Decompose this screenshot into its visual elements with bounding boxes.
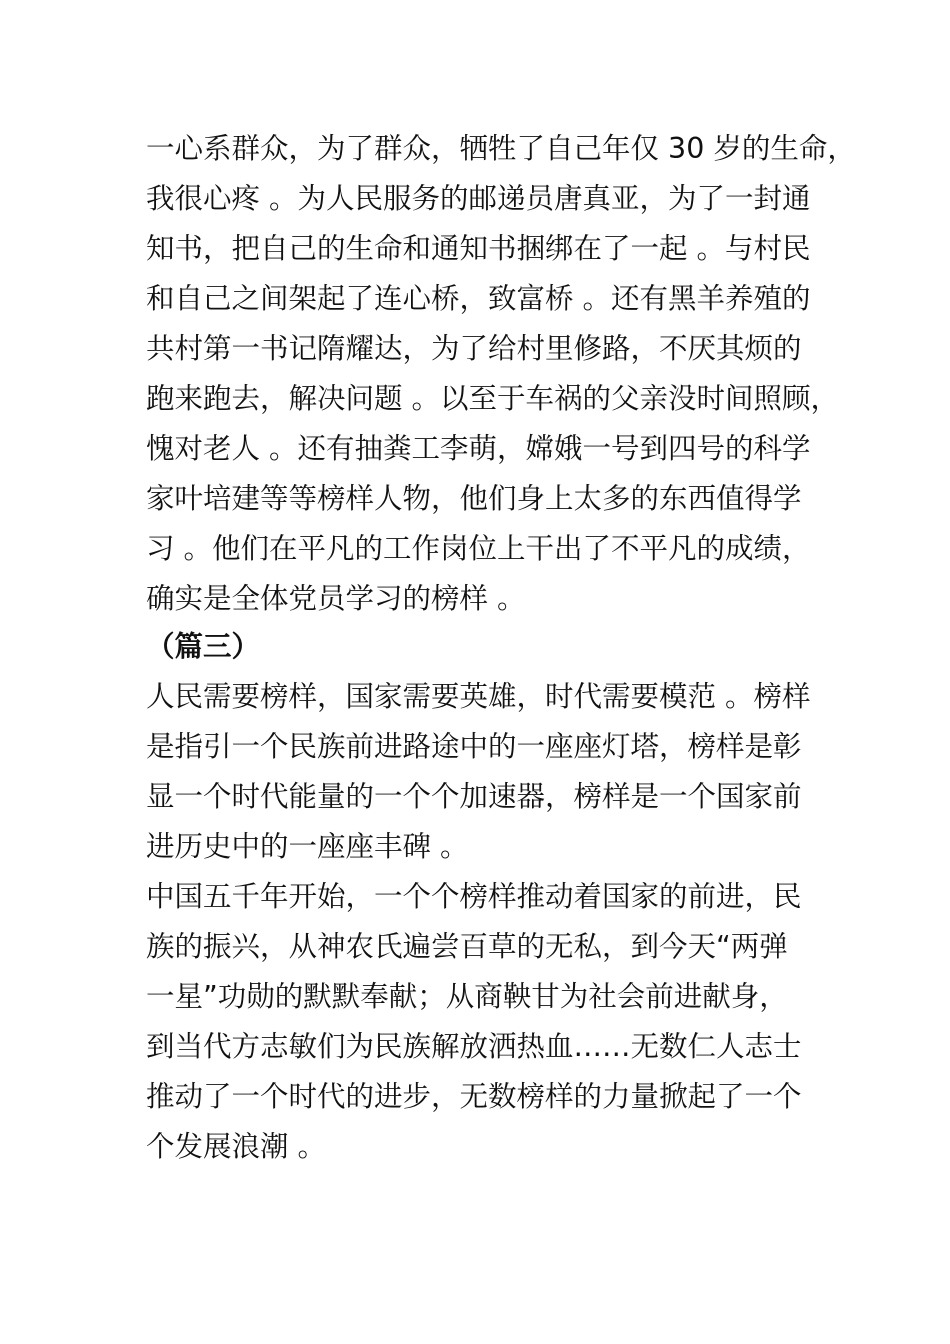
text-line: 确实是全体党员学习的榜样 。: [146, 582, 526, 615]
text-line: 个发展浪潮 。: [146, 1130, 327, 1163]
text-line: 一星”功勋的默默奉献；从商鞅甘为社会前进献身，: [146, 980, 788, 1013]
text-line: 显一个时代能量的一个个加速器，榜样是一个国家前: [146, 780, 802, 813]
text-line: 中国五千年开始，一个个榜样推动着国家的前进，民: [146, 880, 802, 913]
text-line: 共村第一书记隋耀达，为了给村里修路，不厌其烦的: [146, 332, 802, 365]
text-line: 愧对老人 。还有抽粪工李萌，嫦娥一号到四号的科学: [146, 432, 811, 465]
text-line: 是指引一个民族前进路途中的一座座灯塔，榜样是彰: [146, 730, 802, 763]
text-line: 跑来跑去，解决问题 。以至于车祸的父亲没时间照顾，: [146, 382, 840, 415]
text-line: 习 。他们在平凡的工作岗位上干出了不平凡的成绩，: [146, 532, 811, 565]
text-line: 到当代方志敏们为民族解放洒热血……无数仁人志士: [146, 1030, 802, 1063]
section-heading: （篇三）: [146, 630, 261, 663]
text-line: 和自己之间架起了连心桥，致富桥 。还有黑羊养殖的: [146, 282, 811, 315]
text-line: 族的振兴，从神农氏遍尝百草的无私，到今天“两弹: [146, 930, 788, 963]
text-line: 推动了一个时代的进步，无数榜样的力量掀起了一个: [146, 1080, 802, 1113]
text-line: 我很心疼 。为人民服务的邮递员唐真亚，为了一封通: [146, 182, 811, 215]
text-line: 知书，把自己的生命和通知书捆绑在了一起 。与村民: [146, 232, 811, 265]
text-line: 一心系群众，为了群众，牺牲了自己年仅 30 岁的生命，: [146, 132, 856, 165]
text-line: 人民需要榜样，国家需要英雄，时代需要模范 。榜样: [146, 680, 811, 713]
text-line: 家叶培建等等榜样人物，他们身上太多的东西值得学: [146, 482, 802, 515]
text-line: 进历史中的一座座丰碑 。: [146, 830, 469, 863]
